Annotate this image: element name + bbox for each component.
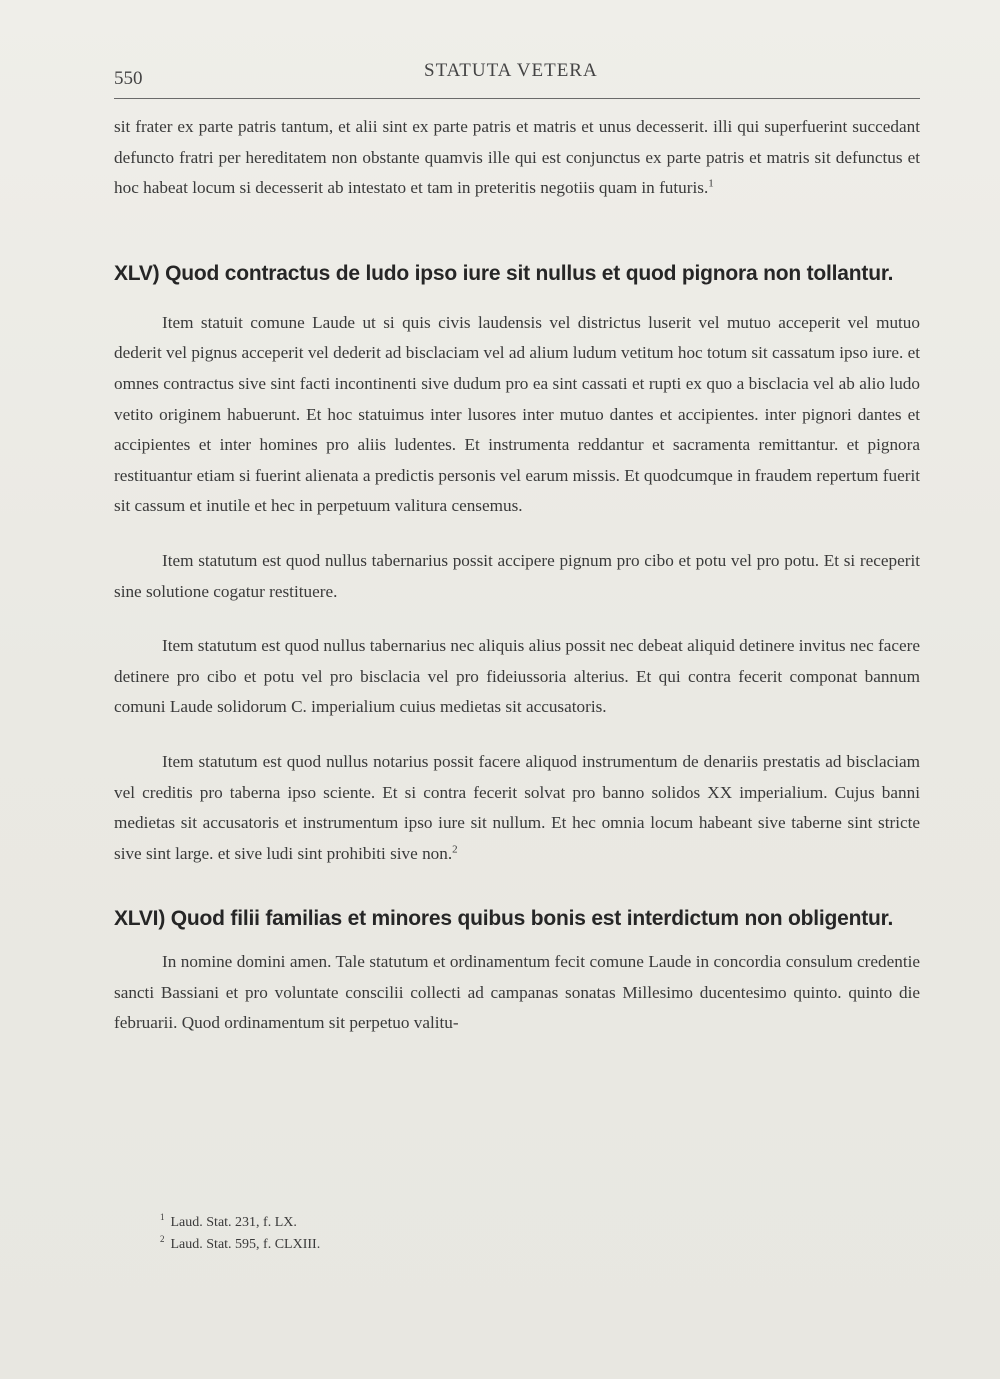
footnote-reference: 2	[452, 842, 458, 855]
paragraph: Item statutum est quod nullus tabernarius possit accipere pignum pro cibo et potu vel pro potu. Et si receperit sine solutione cogatur restituere.	[114, 550, 920, 601]
page-header	[114, 60, 920, 94]
paragraph-text: Item statutum est quod nullus notarius possit facere aliquod instrumentum de denariis prestatis ad bisclaciam vel creditis pro taberna ipso sciente. Et si contra fecerit solvat pro banno solidos XX imperialium. Cujus banni medietas sit accusatoris et instrumentum ipso iure sit nullum. Et hec omnia locum habeant sive taberne sint stricte sive sint large. et sive ludi sint prohibiti sive non.	[114, 751, 920, 863]
footnote-text: Laud. Stat. 231, f. LX.	[170, 1215, 297, 1230]
footnote-mark: 1	[160, 1212, 165, 1223]
footnote-mark: 2	[160, 1234, 165, 1245]
running-title: STATUTA VETERA	[424, 60, 598, 81]
footnotes	[160, 1212, 660, 1256]
section-heading-xlv: XLV) Quod contractus de ludo ipso iure sit nullus et quod pignora non tollantur.	[114, 261, 894, 285]
paragraph	[114, 747, 920, 869]
paragraph: Item statuit comune Laude ut si quis civis laudensis vel districtus luserit vel mutuo acceperit vel mutuo dederit vel pignus acceperit vel dederit ad bisclaciam vel ad alium ludum vetitum hoc totum sit cassatum ipso iure. et omnes contractus sive sint facti incontinenti sive dudum pro ea sint cassati et rupti ex quo a bisclacia vel ab alio ludo vetito originem habuerunt. Et hoc statuimus inter lusores inter mutuo dantes et accipientes. inter pignori dantes et accipientes et inter homines pro aliis ludentes. Et instrumenta reddantur et sacramenta remittantur. et pignora restituantur etiam si fuerint alienata a predictis personis vel earum missis. Et quodcumque in fraudem repertum fuerit sit cassum et inutile et hec in perpetuum valitura censemus.	[114, 312, 920, 516]
header-divider	[114, 98, 920, 99]
footnote-reference: 1	[708, 177, 714, 190]
page-body	[114, 112, 920, 1039]
footnote	[160, 1234, 660, 1256]
section-heading-xlvi: XLVI) Quod filii familias et minores quibus bonis est interdictum non obligentur.	[114, 907, 894, 931]
footnote	[160, 1212, 660, 1234]
paragraph-continuation	[114, 112, 920, 204]
paragraph: Item statutum est quod nullus tabernarius nec aliquis alius possit nec debeat aliquid detinere invitus nec facere detinere pro cibo et potu vel pro bisclacia vel pro fideiussoria alterius. Et qui contra fecerit componat bannum comuni Laude solidorum C. imperialium cuius medietas sit accusatoris.	[114, 636, 920, 717]
paragraph: In nomine domini amen. Tale statutum et ordinamentum fecit comune Laude in concordia consulum credentie sancti Bassiani et pro voluntate conscilii collecti ad campanas sonatas Millesimo ducentesimo quinto. quinto die februarii. Quod ordinamentum sit perpetuo valitu-	[114, 952, 920, 1033]
paragraph-text: sit frater ex parte patris tantum, et alii sint ex parte patris et matris et unus decesserit. illi qui superfuerint succedant defuncto fratri per hereditatem non obstante quamvis ille qui est conjunctus ex parte patris et matris sit defunctus et hoc habeat locum si decesserit ab intestato et tam in preteritis negotiis quam in futuris.	[114, 117, 920, 198]
footnote-text: Laud. Stat. 595, f. CLXIII.	[170, 1237, 321, 1252]
page-number: 550	[114, 68, 143, 89]
